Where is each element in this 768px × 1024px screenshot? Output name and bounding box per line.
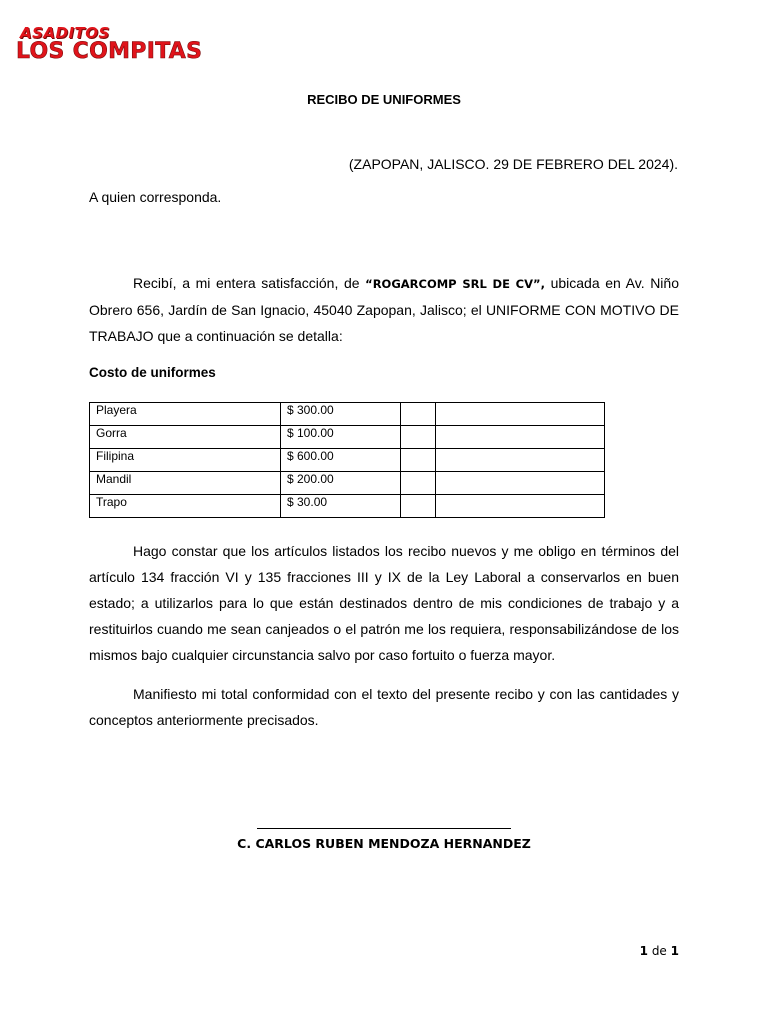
signature-line	[257, 828, 511, 829]
table-row	[90, 426, 605, 449]
item-cell: Mandil	[90, 472, 281, 495]
salutation: A quien corresponda.	[89, 189, 222, 205]
empty-cell	[401, 472, 436, 495]
price-cell: $ 200.00	[281, 472, 401, 495]
current-page: 1	[639, 944, 648, 958]
item-cell: Playera	[90, 403, 281, 426]
empty-cell	[401, 495, 436, 518]
empty-cell	[401, 449, 436, 472]
document-date: (ZAPOPAN, JALISCO. 29 DE FEBRERO DEL 2024).	[348, 156, 678, 172]
empty-cell	[436, 495, 605, 518]
total-pages: 1	[670, 944, 679, 958]
company-logo	[16, 24, 203, 68]
price-cell: $ 300.00	[281, 403, 401, 426]
costs-table	[89, 402, 605, 518]
empty-cell	[436, 449, 605, 472]
obligation-paragraph: Hago constar que los artículos listados los recibo nuevos y me obligo en términos del artículo 134 fracción VI y 135 fracciones III y IX de la Ley Laboral a conservarlos en buen estado; a utilizarlos para lo que están destinados dentro de mis condiciones de trabajo y a restituirlos cuando me sean canjeados o el patrón me los requiera, responsabilizándose de los mismos bajo cualquier circunstancia salvo por caso fortuito o fuerza mayor.	[89, 543, 679, 663]
empty-cell	[401, 403, 436, 426]
item-cell: Filipina	[90, 449, 281, 472]
receipt-text-end: ubicada en Av. Niño Obrero 656, Jardín de San Ignacio, 45040 Zapopan, Jalisco; el UNIFORME CON MOTIVO DE TRABAJO que a continuación se detalla:	[89, 275, 679, 344]
logo-line-los-compitas: LOS COMPITAS	[16, 39, 203, 64]
empty-cell	[436, 472, 605, 495]
costs-heading: Costo de uniformes	[89, 365, 216, 380]
signatory-name: C. CARLOS RUBEN MENDOZA HERNANDEZ	[237, 836, 531, 851]
table-row	[90, 403, 605, 426]
conformity-paragraph: Manifiesto mi total conformidad con el texto del presente recibo y con las cantidades y conceptos anteriormente precisados.	[89, 686, 679, 728]
receipt-text-start: Recibí, a mi entera satisfacción, de	[133, 275, 366, 291]
price-cell: $ 600.00	[281, 449, 401, 472]
item-cell: Gorra	[90, 426, 281, 449]
price-cell: $ 30.00	[281, 495, 401, 518]
item-cell: Trapo	[90, 495, 281, 518]
price-cell: $ 100.00	[281, 426, 401, 449]
table-row	[90, 449, 605, 472]
empty-cell	[436, 426, 605, 449]
logo-line-asaditos: ASADITOS	[20, 24, 110, 42]
document-title: RECIBO DE UNIFORMES	[307, 92, 461, 107]
empty-cell	[401, 426, 436, 449]
table-row	[90, 495, 605, 518]
page-separator: de	[651, 944, 667, 958]
receipt-paragraph	[89, 270, 679, 349]
page-number	[640, 944, 679, 958]
company-name: “ROGARCOMP SRL DE CV”,	[365, 277, 545, 291]
table-row	[90, 472, 605, 495]
empty-cell	[436, 403, 605, 426]
